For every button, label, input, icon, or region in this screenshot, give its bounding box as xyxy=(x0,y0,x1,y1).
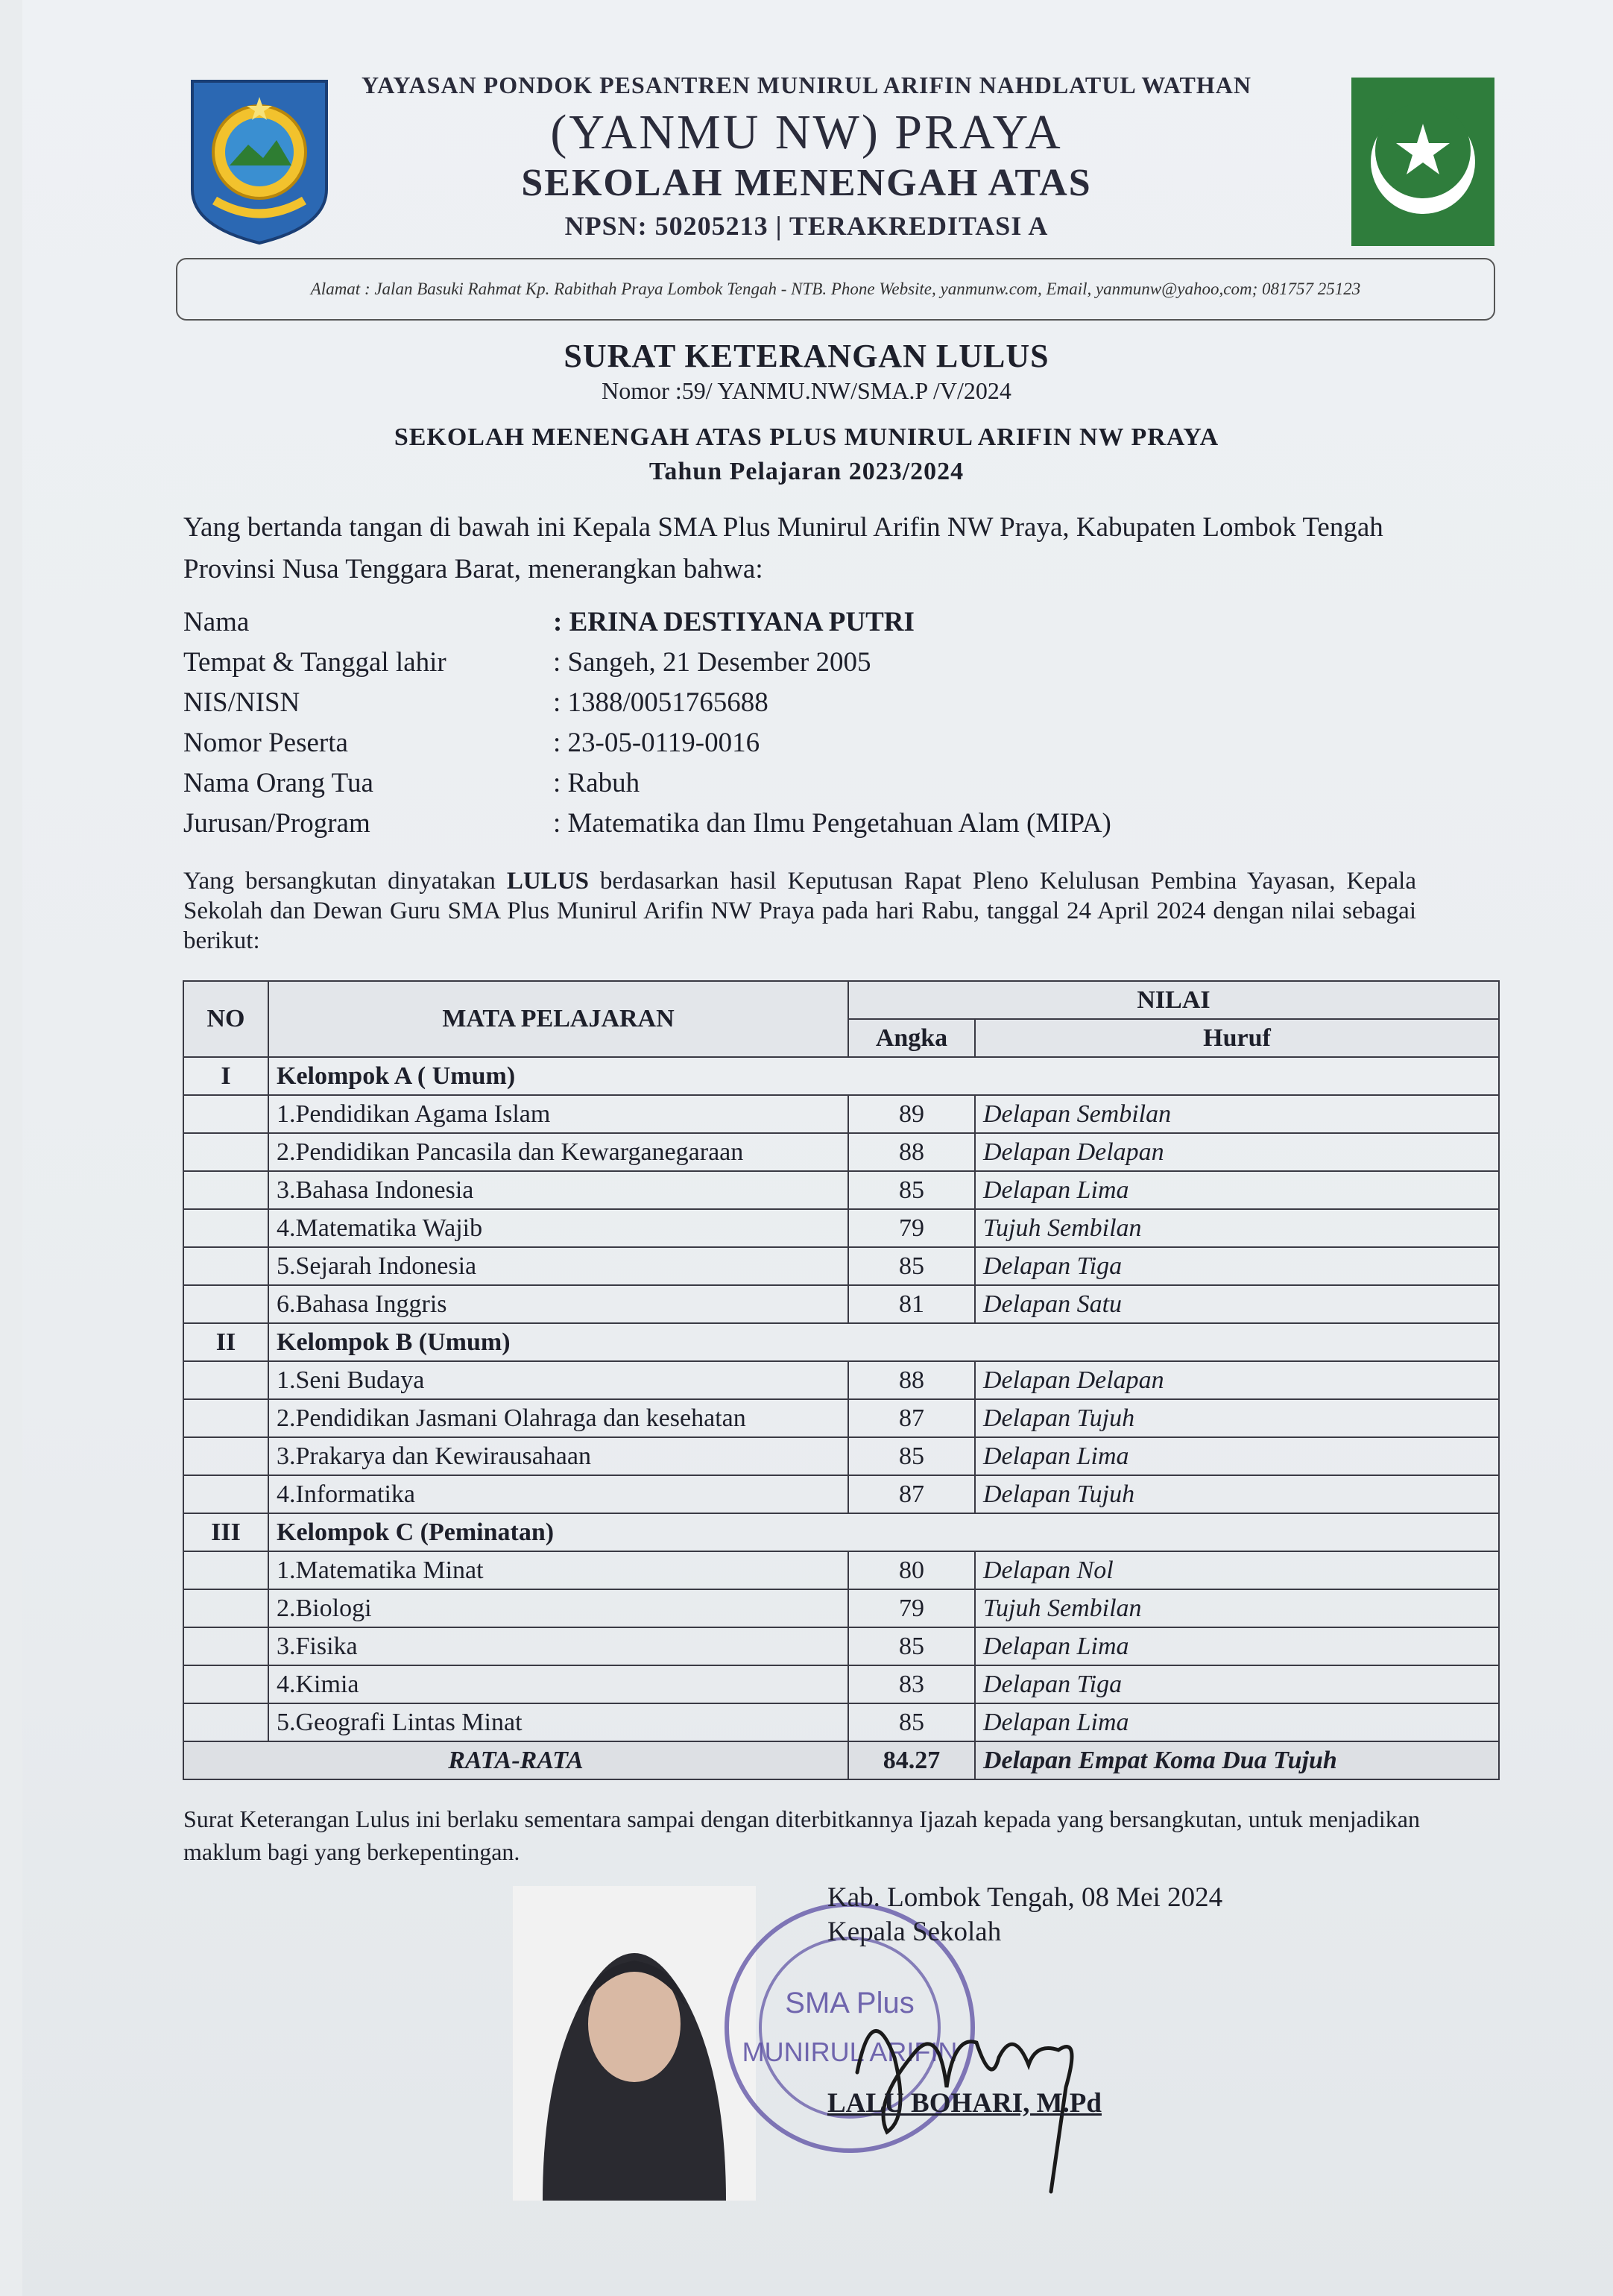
student-field-label: NIS/NISN xyxy=(183,687,300,718)
angka-cell: 87 xyxy=(848,1475,975,1513)
group-number: III xyxy=(183,1513,268,1551)
subject-cell: 4.Informatika xyxy=(268,1475,848,1513)
npsn-accreditation: NPSN: 50205213 | TERAKREDITASI A xyxy=(564,211,1049,241)
subject-cell: 5.Geografi Lintas Minat xyxy=(268,1703,848,1741)
group-row xyxy=(183,1057,1499,1095)
intro-paragraph: Yang bertanda tangan di bawah ini Kepala SMA Plus Munirul Arifin NW Praya, Kabupaten Lombok Tengah Provinsi Nusa Tenggara Barat, menerangkan bahwa: xyxy=(183,512,1383,584)
group-name: Kelompok B (Umum) xyxy=(268,1323,1499,1361)
row-no-cell xyxy=(183,1475,268,1513)
student-field-label: Tempat & Tanggal lahir xyxy=(183,647,446,678)
declaration-post: berdasarkan hasil Keputusan Rapat Pleno Kelulusan Pembina Yayasan, Kepala Sekolah dan Dewan Guru SMA Plus Munirul Arifin NW Praya pada hari Rabu, tanggal 24 April 2024 dengan nilai sebagai berikut: xyxy=(183,868,1416,954)
row-no-cell xyxy=(183,1095,268,1133)
student-field-value: : Matematika dan Ilmu Pengetahuan Alam (MIPA) xyxy=(553,808,1111,839)
table-row xyxy=(183,1361,1499,1399)
group-name: Kelompok A ( Umum) xyxy=(268,1057,1499,1095)
foundation-short-name: (YANMU NW) PRAYA xyxy=(550,105,1063,160)
school-name: SEKOLAH MENENGAH ATAS PLUS MUNIRUL ARIFIN NW PRAYA xyxy=(394,423,1219,451)
angka-cell: 88 xyxy=(848,1133,975,1171)
row-no-cell xyxy=(183,1589,268,1627)
subject-cell: 2.Biologi xyxy=(268,1589,848,1627)
angka-cell: 85 xyxy=(848,1627,975,1665)
address-text: Alamat : Jalan Basuki Rahmat Kp. Rabithah Praya Lombok Tengah - NTB. Phone Website, yanmunw.com, Email, yanmunw@yahoo,com; 081757 25123 xyxy=(310,280,1361,298)
huruf-cell: Delapan Lima xyxy=(975,1703,1499,1741)
student-field-value: : Sangeh, 21 Desember 2005 xyxy=(553,647,871,678)
student-field-value: : 23-05-0119-0016 xyxy=(553,728,760,758)
row-no-cell xyxy=(183,1285,268,1323)
graduation-status: LULUS xyxy=(506,868,589,895)
table-row xyxy=(183,1133,1499,1171)
huruf-cell: Delapan Sembilan xyxy=(975,1095,1499,1133)
document-title: SURAT KETERANGAN LULUS xyxy=(564,338,1049,374)
grades-table xyxy=(183,980,1500,1780)
subject-cell: 6.Bahasa Inggris xyxy=(268,1285,848,1323)
closing-paragraph: Surat Keterangan Lulus ini berlaku sementara sampai dengan diterbitkannya Ijazah kepada yang bersangkutan, untuk menjadikan maklum bagi yang berkepentingan. xyxy=(183,1805,1420,1865)
angka-cell: 83 xyxy=(848,1665,975,1703)
subject-cell: 1.Matematika Minat xyxy=(268,1551,848,1589)
student-field-value: : Rabuh xyxy=(553,768,640,798)
table-row xyxy=(183,1095,1499,1133)
average-label: RATA-RATA xyxy=(183,1741,848,1779)
subject-cell: 2.Pendidikan Pancasila dan Kewarganegaraan xyxy=(268,1133,848,1171)
angka-cell: 87 xyxy=(848,1399,975,1437)
huruf-cell: Delapan Nol xyxy=(975,1551,1499,1589)
subject-cell: 4.Matematika Wajib xyxy=(268,1209,848,1247)
row-no-cell xyxy=(183,1247,268,1285)
angka-cell: 85 xyxy=(848,1703,975,1741)
table-row xyxy=(183,1285,1499,1323)
row-no-cell xyxy=(183,1703,268,1741)
subject-cell: 4.Kimia xyxy=(268,1665,848,1703)
table-row xyxy=(183,1171,1499,1209)
group-number: I xyxy=(183,1057,268,1095)
row-no-cell xyxy=(183,1399,268,1437)
subject-cell: 1.Seni Budaya xyxy=(268,1361,848,1399)
angka-cell: 80 xyxy=(848,1551,975,1589)
group-row xyxy=(183,1513,1499,1551)
angka-cell: 81 xyxy=(848,1285,975,1323)
table-row xyxy=(183,1665,1499,1703)
row-no-cell xyxy=(183,1133,268,1171)
document-number: Nomor :59/ YANMU.NW/SMA.P /V/2024 xyxy=(602,377,1011,404)
header-huruf: Huruf xyxy=(975,1019,1499,1057)
foundation-name: YAYASAN PONDOK PESANTREN MUNIRUL ARIFIN NAHDLATUL WATHAN xyxy=(362,72,1251,98)
huruf-cell: Delapan Tujuh xyxy=(975,1399,1499,1437)
student-field-value: : 1388/0051765688 xyxy=(553,687,768,718)
header-no: NO xyxy=(183,981,268,1057)
angka-cell: 85 xyxy=(848,1247,975,1285)
angka-cell: 79 xyxy=(848,1209,975,1247)
huruf-cell: Delapan Tujuh xyxy=(975,1475,1499,1513)
table-row xyxy=(183,1209,1499,1247)
huruf-cell: Delapan Lima xyxy=(975,1437,1499,1475)
student-field-label: Jurusan/Program xyxy=(183,808,370,839)
subject-cell: 2.Pendidikan Jasmani Olahraga dan kesehatan xyxy=(268,1399,848,1437)
average-angka: 84.27 xyxy=(848,1741,975,1779)
subject-cell: 3.Prakarya dan Kewirausahaan xyxy=(268,1437,848,1475)
huruf-cell: Delapan Tiga xyxy=(975,1247,1499,1285)
subject-cell: 3.Bahasa Indonesia xyxy=(268,1171,848,1209)
subject-cell: 1.Pendidikan Agama Islam xyxy=(268,1095,848,1133)
angka-cell: 85 xyxy=(848,1171,975,1209)
student-field-label: Nama Orang Tua xyxy=(183,768,373,798)
header-nilai: NILAI xyxy=(848,981,1499,1019)
row-no-cell xyxy=(183,1209,268,1247)
average-huruf: Delapan Empat Koma Dua Tujuh xyxy=(975,1741,1499,1779)
angka-cell: 85 xyxy=(848,1437,975,1475)
table-row xyxy=(183,1247,1499,1285)
huruf-cell: Tujuh Sembilan xyxy=(975,1209,1499,1247)
row-no-cell xyxy=(183,1665,268,1703)
declaration-pre: Yang bersangkutan dinyatakan xyxy=(183,868,507,895)
huruf-cell: Delapan Delapan xyxy=(975,1361,1499,1399)
student-field-label: Nama xyxy=(183,607,250,637)
row-no-cell xyxy=(183,1361,268,1399)
row-no-cell xyxy=(183,1171,268,1209)
angka-cell: 88 xyxy=(848,1361,975,1399)
table-row xyxy=(183,1475,1499,1513)
school-level: SEKOLAH MENENGAH ATAS xyxy=(521,162,1092,204)
subject-cell: 3.Fisika xyxy=(268,1627,848,1665)
student-field-value: : ERINA DESTIYANA PUTRI xyxy=(553,607,915,637)
row-no-cell xyxy=(183,1551,268,1589)
average-row xyxy=(183,1741,1499,1779)
group-number: II xyxy=(183,1323,268,1361)
row-no-cell xyxy=(183,1437,268,1475)
table-row xyxy=(183,1399,1499,1437)
table-row xyxy=(183,1437,1499,1475)
subject-cell: 5.Sejarah Indonesia xyxy=(268,1247,848,1285)
huruf-cell: Delapan Lima xyxy=(975,1171,1499,1209)
grades-body xyxy=(183,1057,1499,1741)
table-row xyxy=(183,1589,1499,1627)
huruf-cell: Delapan Lima xyxy=(975,1627,1499,1665)
signature-place-date: Kab. Lombok Tengah, 08 Mei 2024 xyxy=(827,1882,1223,1913)
huruf-cell: Delapan Satu xyxy=(975,1285,1499,1323)
group-row xyxy=(183,1323,1499,1361)
table-row xyxy=(183,1703,1499,1741)
stamp-text-1: SMA Plus xyxy=(785,1987,915,2019)
table-row xyxy=(183,1627,1499,1665)
angka-cell: 89 xyxy=(848,1095,975,1133)
student-field-label: Nomor Peserta xyxy=(183,728,348,758)
signature-role: Kepala Sekolah xyxy=(827,1917,1002,1947)
huruf-cell: Delapan Tiga xyxy=(975,1665,1499,1703)
angka-cell: 79 xyxy=(848,1589,975,1627)
row-no-cell xyxy=(183,1627,268,1665)
huruf-cell: Tujuh Sembilan xyxy=(975,1589,1499,1627)
header-angka: Angka xyxy=(848,1019,975,1057)
huruf-cell: Delapan Delapan xyxy=(975,1133,1499,1171)
header-subject: MATA PELAJARAN xyxy=(268,981,848,1057)
address-box xyxy=(176,258,1495,321)
principal-name: LALU BOHARI, M.Pd xyxy=(827,2088,1102,2119)
stamp-text-2: MUNIRUL ARIFIN xyxy=(742,2037,958,2067)
academic-year: Tahun Pelajaran 2023/2024 xyxy=(648,458,965,485)
table-row xyxy=(183,1551,1499,1589)
declaration-paragraph xyxy=(183,866,1416,956)
group-name: Kelompok C (Peminatan) xyxy=(268,1513,1499,1551)
